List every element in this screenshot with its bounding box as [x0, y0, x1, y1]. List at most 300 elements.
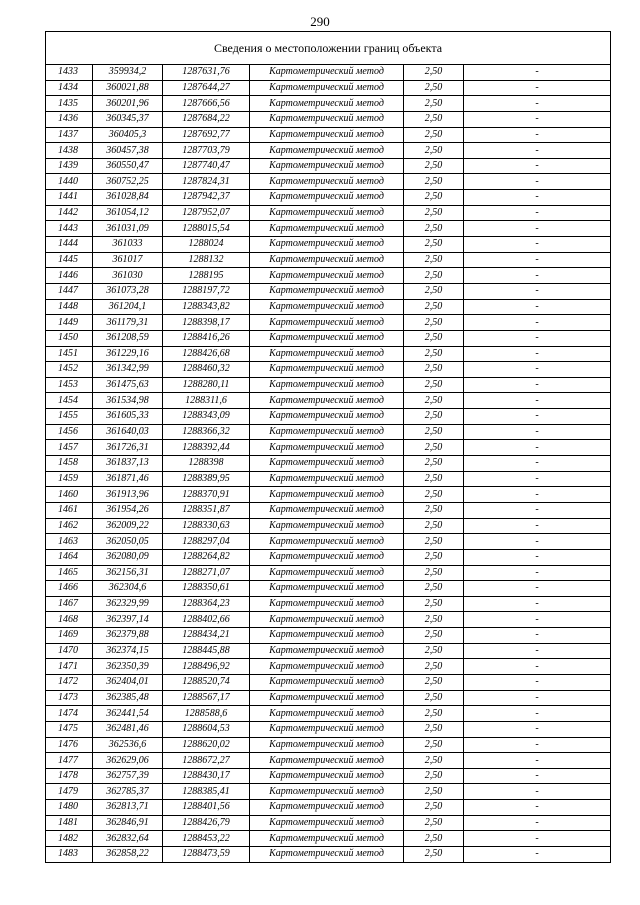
method-cell: Картометрический метод: [250, 674, 404, 690]
table-header-row: [46, 32, 611, 65]
note-cell: -: [464, 674, 611, 690]
y-coordinate-cell: 1288271,07: [163, 565, 250, 581]
point-number-cell: 1474: [46, 706, 93, 722]
point-number-cell: 1481: [46, 815, 93, 831]
table-row: [46, 502, 611, 518]
x-coordinate-cell: 361605,33: [93, 409, 163, 425]
point-number-cell: 1450: [46, 330, 93, 346]
note-cell: -: [464, 612, 611, 628]
y-coordinate-cell: 1287631,76: [163, 65, 250, 81]
note-cell: -: [464, 330, 611, 346]
accuracy-cell: 2,50: [404, 268, 464, 284]
accuracy-cell: 2,50: [404, 315, 464, 331]
method-cell: Картометрический метод: [250, 784, 404, 800]
x-coordinate-cell: 361726,31: [93, 440, 163, 456]
method-cell: Картометрический метод: [250, 409, 404, 425]
x-coordinate-cell: 362329,99: [93, 596, 163, 612]
x-coordinate-cell: 362858,22: [93, 847, 163, 863]
accuracy-cell: 2,50: [404, 330, 464, 346]
y-coordinate-cell: 1288401,56: [163, 800, 250, 816]
accuracy-cell: 2,50: [404, 518, 464, 534]
note-cell: -: [464, 737, 611, 753]
x-coordinate-cell: 362379,88: [93, 628, 163, 644]
y-coordinate-cell: 1288343,09: [163, 409, 250, 425]
point-number-cell: 1461: [46, 502, 93, 518]
method-cell: Картометрический метод: [250, 581, 404, 597]
method-cell: Картометрический метод: [250, 330, 404, 346]
x-coordinate-cell: 361033: [93, 237, 163, 253]
accuracy-cell: 2,50: [404, 174, 464, 190]
accuracy-cell: 2,50: [404, 158, 464, 174]
x-coordinate-cell: 360405,3: [93, 127, 163, 143]
method-cell: Картометрический метод: [250, 487, 404, 503]
y-coordinate-cell: 1287703,79: [163, 143, 250, 159]
note-cell: -: [464, 174, 611, 190]
note-cell: -: [464, 659, 611, 675]
method-cell: Картометрический метод: [250, 424, 404, 440]
point-number-cell: 1445: [46, 252, 93, 268]
x-coordinate-cell: 362536,6: [93, 737, 163, 753]
y-coordinate-cell: 1288392,44: [163, 440, 250, 456]
method-cell: Картометрический метод: [250, 111, 404, 127]
method-cell: Картометрический метод: [250, 440, 404, 456]
method-cell: Картометрический метод: [250, 847, 404, 863]
table-row: [46, 111, 611, 127]
y-coordinate-cell: 1288311,6: [163, 393, 250, 409]
note-cell: -: [464, 409, 611, 425]
method-cell: Картометрический метод: [250, 190, 404, 206]
x-coordinate-cell: 361837,13: [93, 456, 163, 472]
table-row: [46, 315, 611, 331]
x-coordinate-cell: 361534,98: [93, 393, 163, 409]
x-coordinate-cell: 360021,88: [93, 80, 163, 96]
accuracy-cell: 2,50: [404, 674, 464, 690]
x-coordinate-cell: 361229,16: [93, 346, 163, 362]
x-coordinate-cell: 362757,39: [93, 768, 163, 784]
y-coordinate-cell: 1288567,17: [163, 690, 250, 706]
y-coordinate-cell: 1287824,31: [163, 174, 250, 190]
accuracy-cell: 2,50: [404, 96, 464, 112]
x-coordinate-cell: 362080,09: [93, 549, 163, 565]
point-number-cell: 1470: [46, 643, 93, 659]
method-cell: Картометрический метод: [250, 158, 404, 174]
point-number-cell: 1480: [46, 800, 93, 816]
x-coordinate-cell: 362009,22: [93, 518, 163, 534]
accuracy-cell: 2,50: [404, 596, 464, 612]
x-coordinate-cell: 362050,05: [93, 534, 163, 550]
method-cell: Картометрический метод: [250, 549, 404, 565]
y-coordinate-cell: 1288364,23: [163, 596, 250, 612]
x-coordinate-cell: 361342,99: [93, 362, 163, 378]
table-row: [46, 268, 611, 284]
x-coordinate-cell: 361954,26: [93, 502, 163, 518]
point-number-cell: 1455: [46, 409, 93, 425]
table-row: [46, 158, 611, 174]
table-row: [46, 800, 611, 816]
note-cell: -: [464, 690, 611, 706]
note-cell: -: [464, 111, 611, 127]
point-number-cell: 1463: [46, 534, 93, 550]
note-cell: -: [464, 346, 611, 362]
table-row: [46, 674, 611, 690]
method-cell: Картометрический метод: [250, 612, 404, 628]
note-cell: -: [464, 721, 611, 737]
accuracy-cell: 2,50: [404, 628, 464, 644]
table-row: [46, 80, 611, 96]
y-coordinate-cell: 1288264,82: [163, 549, 250, 565]
table-row: [46, 815, 611, 831]
table-row: [46, 768, 611, 784]
table-row: [46, 549, 611, 565]
point-number-cell: 1467: [46, 596, 93, 612]
x-coordinate-cell: 361031,09: [93, 221, 163, 237]
table-row: [46, 96, 611, 112]
table-row: [46, 581, 611, 597]
point-number-cell: 1440: [46, 174, 93, 190]
y-coordinate-cell: 1288620,02: [163, 737, 250, 753]
accuracy-cell: 2,50: [404, 237, 464, 253]
point-number-cell: 1462: [46, 518, 93, 534]
method-cell: Картометрический метод: [250, 737, 404, 753]
point-number-cell: 1459: [46, 471, 93, 487]
accuracy-cell: 2,50: [404, 706, 464, 722]
x-coordinate-cell: 361475,63: [93, 377, 163, 393]
point-number-cell: 1452: [46, 362, 93, 378]
y-coordinate-cell: 1288370,91: [163, 487, 250, 503]
table-row: [46, 190, 611, 206]
method-cell: Картометрический метод: [250, 721, 404, 737]
note-cell: -: [464, 847, 611, 863]
accuracy-cell: 2,50: [404, 127, 464, 143]
accuracy-cell: 2,50: [404, 565, 464, 581]
y-coordinate-cell: 1288398: [163, 456, 250, 472]
x-coordinate-cell: 361028,84: [93, 190, 163, 206]
point-number-cell: 1451: [46, 346, 93, 362]
point-number-cell: 1478: [46, 768, 93, 784]
point-number-cell: 1444: [46, 237, 93, 253]
table-row: [46, 659, 611, 675]
y-coordinate-cell: 1288197,72: [163, 283, 250, 299]
table-row: [46, 831, 611, 847]
x-coordinate-cell: 361871,46: [93, 471, 163, 487]
note-cell: -: [464, 487, 611, 503]
y-coordinate-cell: 1288385,41: [163, 784, 250, 800]
y-coordinate-cell: 1288604,53: [163, 721, 250, 737]
y-coordinate-cell: 1287644,27: [163, 80, 250, 96]
note-cell: -: [464, 283, 611, 299]
point-number-cell: 1466: [46, 581, 93, 597]
note-cell: -: [464, 393, 611, 409]
point-number-cell: 1475: [46, 721, 93, 737]
table-row: [46, 174, 611, 190]
accuracy-cell: 2,50: [404, 252, 464, 268]
y-coordinate-cell: 1287740,47: [163, 158, 250, 174]
note-cell: -: [464, 299, 611, 315]
note-cell: -: [464, 190, 611, 206]
note-cell: -: [464, 565, 611, 581]
x-coordinate-cell: 360201,96: [93, 96, 163, 112]
accuracy-cell: 2,50: [404, 424, 464, 440]
method-cell: Картометрический метод: [250, 706, 404, 722]
point-number-cell: 1438: [46, 143, 93, 159]
accuracy-cell: 2,50: [404, 784, 464, 800]
note-cell: -: [464, 440, 611, 456]
note-cell: -: [464, 753, 611, 769]
table-row: [46, 706, 611, 722]
y-coordinate-cell: 1288132: [163, 252, 250, 268]
method-cell: Картометрический метод: [250, 565, 404, 581]
accuracy-cell: 2,50: [404, 143, 464, 159]
accuracy-cell: 2,50: [404, 800, 464, 816]
x-coordinate-cell: 361179,31: [93, 315, 163, 331]
point-number-cell: 1483: [46, 847, 93, 863]
point-number-cell: 1441: [46, 190, 93, 206]
y-coordinate-cell: 1288297,04: [163, 534, 250, 550]
note-cell: -: [464, 268, 611, 284]
x-coordinate-cell: 362304,6: [93, 581, 163, 597]
method-cell: Картометрический метод: [250, 377, 404, 393]
accuracy-cell: 2,50: [404, 487, 464, 503]
accuracy-cell: 2,50: [404, 205, 464, 221]
y-coordinate-cell: 1288330,63: [163, 518, 250, 534]
method-cell: Картометрический метод: [250, 143, 404, 159]
note-cell: -: [464, 158, 611, 174]
note-cell: -: [464, 534, 611, 550]
x-coordinate-cell: 359934,2: [93, 65, 163, 81]
point-number-cell: 1472: [46, 674, 93, 690]
table-row: [46, 377, 611, 393]
method-cell: Картометрический метод: [250, 815, 404, 831]
x-coordinate-cell: 361208,59: [93, 330, 163, 346]
method-cell: Картометрический метод: [250, 268, 404, 284]
note-cell: -: [464, 424, 611, 440]
note-cell: -: [464, 315, 611, 331]
table-body: [46, 65, 611, 863]
y-coordinate-cell: 1288588,6: [163, 706, 250, 722]
table-row: [46, 534, 611, 550]
method-cell: Картометрический метод: [250, 518, 404, 534]
y-coordinate-cell: 1288351,87: [163, 502, 250, 518]
table-row: [46, 424, 611, 440]
point-number-cell: 1446: [46, 268, 93, 284]
point-number-cell: 1471: [46, 659, 93, 675]
y-coordinate-cell: 1288434,21: [163, 628, 250, 644]
method-cell: Картометрический метод: [250, 753, 404, 769]
accuracy-cell: 2,50: [404, 643, 464, 659]
y-coordinate-cell: 1288343,82: [163, 299, 250, 315]
point-number-cell: 1473: [46, 690, 93, 706]
y-coordinate-cell: 1288426,68: [163, 346, 250, 362]
method-cell: Картометрический метод: [250, 628, 404, 644]
note-cell: -: [464, 237, 611, 253]
method-cell: Картометрический метод: [250, 596, 404, 612]
x-coordinate-cell: 360457,38: [93, 143, 163, 159]
y-coordinate-cell: 1288496,92: [163, 659, 250, 675]
y-coordinate-cell: 1288398,17: [163, 315, 250, 331]
method-cell: Картометрический метод: [250, 659, 404, 675]
method-cell: Картометрический метод: [250, 252, 404, 268]
accuracy-cell: 2,50: [404, 815, 464, 831]
table-row: [46, 487, 611, 503]
table-row: [46, 205, 611, 221]
note-cell: -: [464, 80, 611, 96]
note-cell: -: [464, 362, 611, 378]
accuracy-cell: 2,50: [404, 831, 464, 847]
table-row: [46, 362, 611, 378]
method-cell: Картометрический метод: [250, 534, 404, 550]
accuracy-cell: 2,50: [404, 659, 464, 675]
note-cell: -: [464, 456, 611, 472]
x-coordinate-cell: 360752,25: [93, 174, 163, 190]
y-coordinate-cell: 1288195: [163, 268, 250, 284]
accuracy-cell: 2,50: [404, 221, 464, 237]
accuracy-cell: 2,50: [404, 65, 464, 81]
method-cell: Картометрический метод: [250, 315, 404, 331]
point-number-cell: 1443: [46, 221, 93, 237]
table-row: [46, 283, 611, 299]
table-row: [46, 393, 611, 409]
x-coordinate-cell: 362629,06: [93, 753, 163, 769]
table-row: [46, 721, 611, 737]
table-title: Сведения о местоположении границ объекта: [46, 32, 611, 65]
y-coordinate-cell: 1288350,61: [163, 581, 250, 597]
method-cell: Картометрический метод: [250, 471, 404, 487]
table-row: [46, 628, 611, 644]
x-coordinate-cell: 361017: [93, 252, 163, 268]
accuracy-cell: 2,50: [404, 362, 464, 378]
point-number-cell: 1434: [46, 80, 93, 96]
point-number-cell: 1435: [46, 96, 93, 112]
note-cell: -: [464, 471, 611, 487]
table-row: [46, 299, 611, 315]
table-row: [46, 612, 611, 628]
table-row: [46, 456, 611, 472]
y-coordinate-cell: 1288426,79: [163, 815, 250, 831]
x-coordinate-cell: 361073,28: [93, 283, 163, 299]
table-row: [46, 221, 611, 237]
point-number-cell: 1439: [46, 158, 93, 174]
note-cell: -: [464, 518, 611, 534]
y-coordinate-cell: 1287666,56: [163, 96, 250, 112]
y-coordinate-cell: 1288366,32: [163, 424, 250, 440]
x-coordinate-cell: 361640,03: [93, 424, 163, 440]
point-number-cell: 1454: [46, 393, 93, 409]
y-coordinate-cell: 1288445,88: [163, 643, 250, 659]
x-coordinate-cell: 361030: [93, 268, 163, 284]
note-cell: -: [464, 581, 611, 597]
accuracy-cell: 2,50: [404, 393, 464, 409]
x-coordinate-cell: 362481,46: [93, 721, 163, 737]
method-cell: Картометрический метод: [250, 690, 404, 706]
accuracy-cell: 2,50: [404, 753, 464, 769]
table-row: [46, 471, 611, 487]
point-number-cell: 1437: [46, 127, 93, 143]
y-coordinate-cell: 1288015,54: [163, 221, 250, 237]
point-number-cell: 1456: [46, 424, 93, 440]
y-coordinate-cell: 1288280,11: [163, 377, 250, 393]
method-cell: Картометрический метод: [250, 80, 404, 96]
table-row: [46, 237, 611, 253]
method-cell: Картометрический метод: [250, 643, 404, 659]
note-cell: -: [464, 252, 611, 268]
note-cell: -: [464, 221, 611, 237]
note-cell: -: [464, 377, 611, 393]
table-row: [46, 518, 611, 534]
method-cell: Картометрический метод: [250, 393, 404, 409]
accuracy-cell: 2,50: [404, 283, 464, 299]
table-row: [46, 643, 611, 659]
table-row: [46, 440, 611, 456]
x-coordinate-cell: 361204,1: [93, 299, 163, 315]
table-row: [46, 252, 611, 268]
x-coordinate-cell: 362813,71: [93, 800, 163, 816]
table-row: [46, 784, 611, 800]
note-cell: -: [464, 628, 611, 644]
y-coordinate-cell: 1287952,07: [163, 205, 250, 221]
table-row: [46, 346, 611, 362]
note-cell: -: [464, 205, 611, 221]
note-cell: -: [464, 143, 611, 159]
y-coordinate-cell: 1287684,22: [163, 111, 250, 127]
x-coordinate-cell: 362785,37: [93, 784, 163, 800]
x-coordinate-cell: 362846,91: [93, 815, 163, 831]
point-number-cell: 1460: [46, 487, 93, 503]
note-cell: -: [464, 800, 611, 816]
y-coordinate-cell: 1288453,22: [163, 831, 250, 847]
table-row: [46, 596, 611, 612]
point-number-cell: 1458: [46, 456, 93, 472]
y-coordinate-cell: 1288520,74: [163, 674, 250, 690]
note-cell: -: [464, 127, 611, 143]
x-coordinate-cell: 360550,47: [93, 158, 163, 174]
point-number-cell: 1469: [46, 628, 93, 644]
note-cell: -: [464, 549, 611, 565]
note-cell: -: [464, 65, 611, 81]
accuracy-cell: 2,50: [404, 534, 464, 550]
accuracy-cell: 2,50: [404, 847, 464, 863]
note-cell: -: [464, 784, 611, 800]
method-cell: Картометрический метод: [250, 456, 404, 472]
accuracy-cell: 2,50: [404, 721, 464, 737]
y-coordinate-cell: 1288672,27: [163, 753, 250, 769]
point-number-cell: 1477: [46, 753, 93, 769]
x-coordinate-cell: 362385,48: [93, 690, 163, 706]
x-coordinate-cell: 362404,01: [93, 674, 163, 690]
y-coordinate-cell: 1288430,17: [163, 768, 250, 784]
note-cell: -: [464, 643, 611, 659]
note-cell: -: [464, 96, 611, 112]
y-coordinate-cell: 1288024: [163, 237, 250, 253]
method-cell: Картометрический метод: [250, 237, 404, 253]
x-coordinate-cell: 362397,14: [93, 612, 163, 628]
x-coordinate-cell: 361913,96: [93, 487, 163, 503]
table-row: [46, 143, 611, 159]
y-coordinate-cell: 1287692,77: [163, 127, 250, 143]
y-coordinate-cell: 1287942,37: [163, 190, 250, 206]
y-coordinate-cell: 1288402,66: [163, 612, 250, 628]
method-cell: Картометрический метод: [250, 65, 404, 81]
note-cell: -: [464, 596, 611, 612]
accuracy-cell: 2,50: [404, 471, 464, 487]
point-number-cell: 1465: [46, 565, 93, 581]
method-cell: Картометрический метод: [250, 283, 404, 299]
table-row: [46, 127, 611, 143]
method-cell: Картометрический метод: [250, 174, 404, 190]
note-cell: -: [464, 831, 611, 847]
method-cell: Картометрический метод: [250, 127, 404, 143]
accuracy-cell: 2,50: [404, 456, 464, 472]
point-number-cell: 1482: [46, 831, 93, 847]
